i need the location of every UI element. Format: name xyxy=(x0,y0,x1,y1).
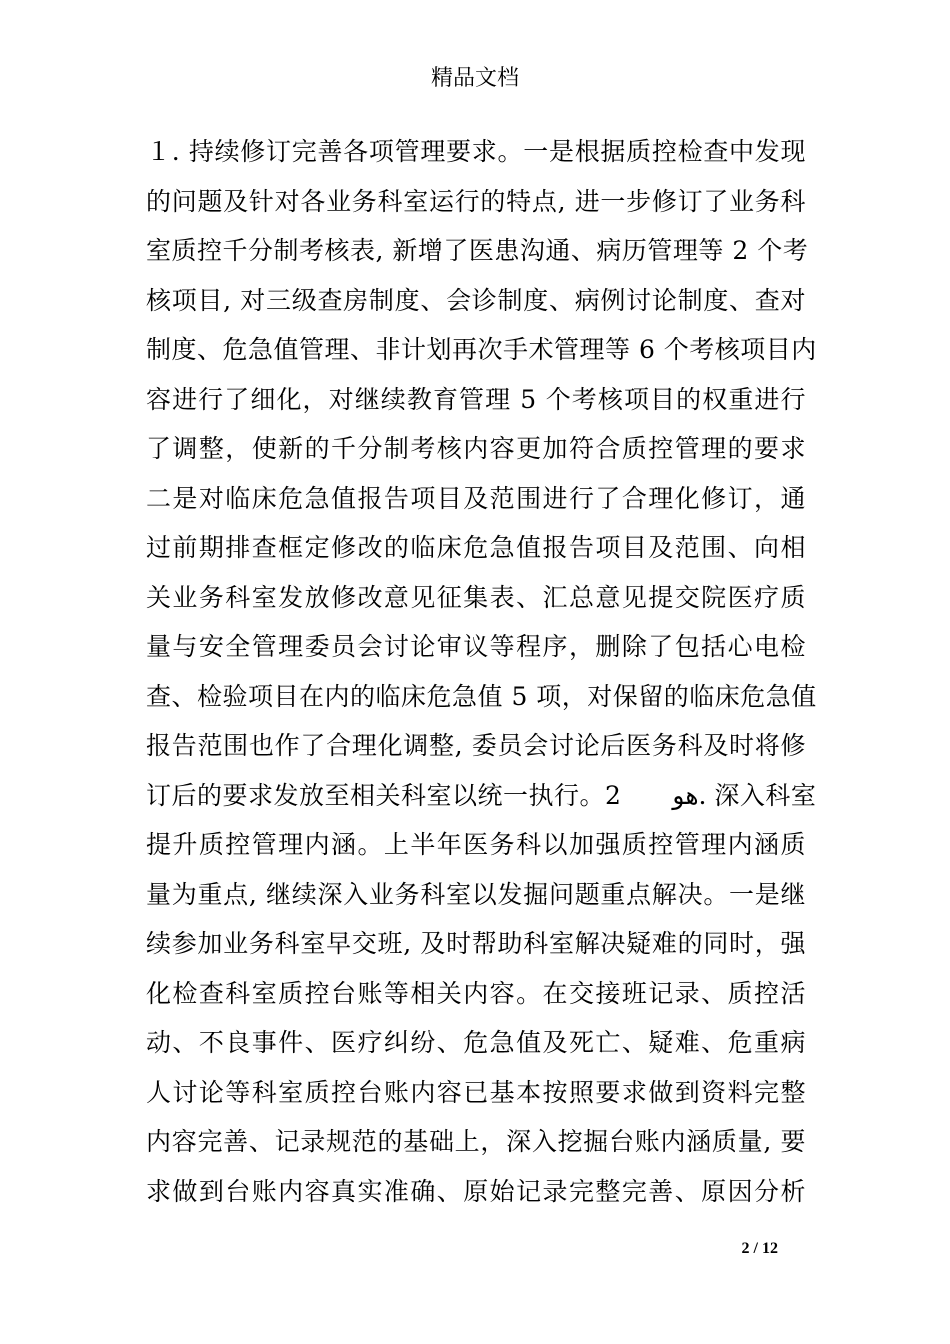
text-line: 了调整，使新的千分制考核内容更加符合质控管理的要求 xyxy=(146,434,806,463)
text-line: 人讨论等科室质控台账内容已基本按照要求做到资料完整 xyxy=(146,1077,806,1107)
text-line: １. 持续修订完善各项管理要求。一是根据质控检查中发现 xyxy=(146,137,806,166)
text-line: 室质控千分制考核表, 新增了医患沟通、病历管理等 2 个考 xyxy=(146,236,809,265)
text-line: 提升质控管理内涵。上半年医务科以加强质控管理内涵质 xyxy=(146,830,806,859)
text-line: 求做到台账内容真实准确、原始记录完整完善、原因分析 xyxy=(146,1176,806,1206)
text-line: 关业务科室发放修改意见征集表、汇总意见提交院医疗质 xyxy=(146,582,806,612)
text-line: 内容完善、记录规范的基础上，深入挖掘台账内涵质量, 要 xyxy=(146,1127,806,1156)
text-line: 报告范围也作了合理化调整, 委员会讨论后医务科及时将修 xyxy=(146,731,806,760)
text-line: 查、检验项目在内的临床危急值 5 项，对保留的临床危急值 xyxy=(146,681,817,711)
text-line: 核项目, 对三级查房制度、会诊制度、病例讨论制度、查对 xyxy=(146,285,806,315)
page-header-title: 精品文档 xyxy=(430,66,519,91)
document-body xyxy=(146,134,817,1223)
text-line: 制度、危急值管理、非计划再次手术管理等 6 个考核项目内 xyxy=(146,335,817,364)
text-line: 订后的要求发放至相关科室以统一执行。2 هو. 深入科室 xyxy=(146,780,817,810)
text-line: 量与安全管理委员会讨论审议等程序，删除了包括心电检 xyxy=(146,632,806,661)
text-line: 容进行了细化，对继续教育管理 5 个考核项目的权重进行 xyxy=(146,384,806,414)
text-line: 过前期排查框定修改的临床危急值报告项目及范围、向相 xyxy=(146,533,806,562)
text-line: 化检查科室质控台账等相关内容。在交接班记录、质控活 xyxy=(146,978,806,1008)
text-line: 量为重点, 继续深入业务科室以发掘问题重点解决。一是继 xyxy=(146,879,806,909)
text-line: 动、不良事件、医疗纠纷、危急值及死亡、疑难、危重病 xyxy=(146,1028,806,1057)
text-line: 续参加业务科室早交班, 及时帮助科室解决疑难的同时，强 xyxy=(146,929,806,958)
page-number: 2 / 12 xyxy=(741,1240,778,1257)
text-line: 的问题及针对各业务科室运行的特点, 进一步修订了业务科 xyxy=(146,186,806,216)
text-line: 二是对临床危急值报告项目及范围进行了合理化修订，通 xyxy=(146,483,806,513)
